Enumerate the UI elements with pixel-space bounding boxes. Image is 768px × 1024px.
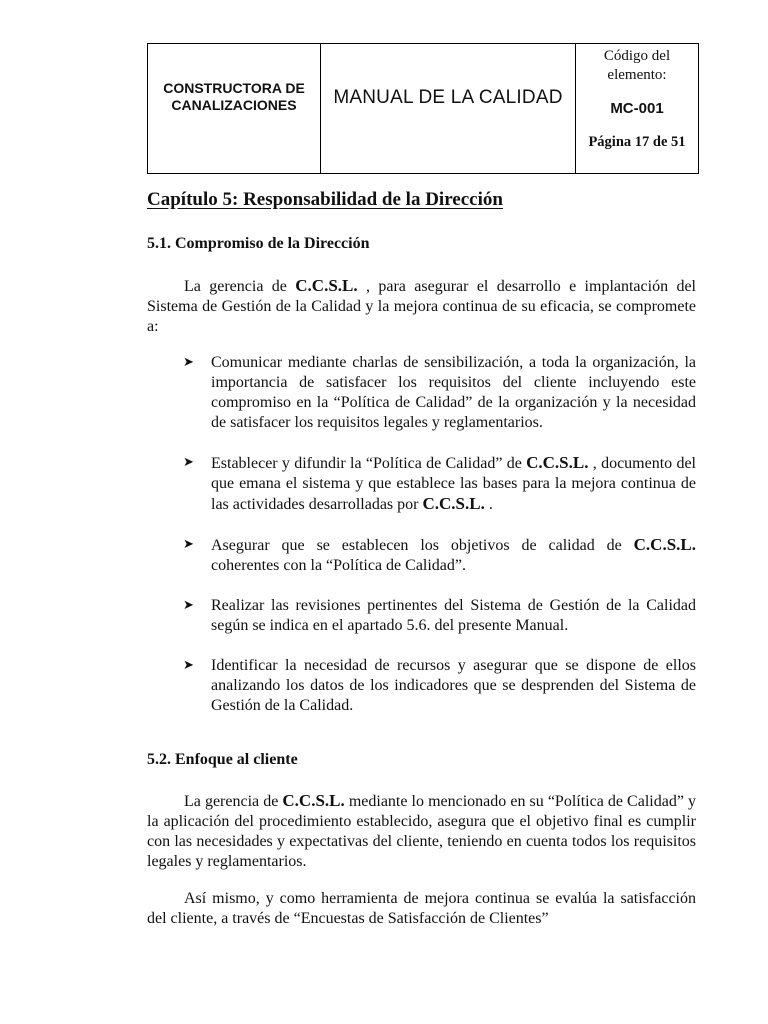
section-5-2-paragraph-2: Así mismo, y como herramienta de mejora continua se evalúa la satisfacción del cliente, a través de “Encuestas de Satisfacción de Clientes” [147, 890, 696, 927]
arrowhead-bullet-icon: ➤ [183, 537, 194, 552]
intro-text-after: , para asegurar el desarrollo e implantación del Sistema de Gestión de la Calidad y la mejora continua de su eficacia, se compromete a: [147, 278, 697, 335]
arrowhead-bullet-icon: ➤ [183, 598, 194, 613]
chapter-title: Capítulo 5: Responsabilidad de la Dirección [147, 189, 503, 210]
intro-text-before: La gerencia de [184, 278, 296, 295]
code-value: MC-001 [610, 100, 664, 117]
arrowhead-bullet-icon: ➤ [183, 658, 194, 673]
company-abbreviation: C.C.S.L. [633, 535, 696, 554]
commitment-list [183, 353, 696, 736]
arrowhead-bullet-icon: ➤ [183, 455, 194, 470]
text-fragment: coherentes con la “Política de Calidad”. [211, 557, 467, 574]
text-fragment: La gerencia de [184, 793, 283, 810]
code-cell [576, 44, 698, 173]
text-fragment: Asegurar que se establecen los objetivos de calidad de [211, 537, 634, 554]
company-abbreviation: C.C.S.L. [295, 276, 358, 295]
text-fragment: Establecer y difundir la “Política de Calidad” de [211, 455, 527, 472]
list-item [183, 535, 696, 576]
company-abbreviation: C.C.S.L. [282, 791, 345, 810]
list-item-text: Realizar las revisiones pertinentes del Sistema de Gestión de la Calidad según se indica en el apartado 5.6. del presente Manual. [211, 597, 696, 634]
text-fragment: , documento del que emana el sistema y que establece las bases para la mejora continua de las actividades desarrolladas por [211, 455, 697, 513]
text-fragment: mediante lo mencionado en su “Política de Calidad” y la aplicación del procedimiento establecido, asegura que el objetivo final es cumplir con las necesidades y expectativas del cliente, teniendo en cuenta todos los requisitos legales y reglamentarios. [147, 793, 697, 870]
section-title-5-2: 5.2. Enfoque al cliente [147, 751, 298, 768]
list-item-text [211, 535, 696, 576]
list-item [183, 453, 696, 515]
company-abbreviation: C.C.S.L. [526, 453, 589, 472]
list-item [183, 656, 696, 716]
document-title: MANUAL DE LA CALIDAD [321, 44, 576, 173]
section-title-5-1: 5.1. Compromiso de la Dirección [147, 235, 370, 252]
text-fragment: . [484, 496, 493, 513]
page-number: Página 17 de 51 [588, 134, 686, 150]
section-5-1-intro [147, 276, 696, 337]
list-item-text [211, 453, 696, 515]
list-item-text: Identificar la necesidad de recursos y asegurar que se dispone de ellos analizando los datos de los indicadores que se desprenden del Sistema de Gestión de la Calidad. [211, 657, 696, 714]
section-5-2-paragraph-1 [147, 791, 696, 872]
document-header-table [147, 43, 699, 174]
code-label: Código del elemento: [603, 48, 671, 83]
company-abbreviation: C.C.S.L. [422, 494, 485, 513]
list-item [183, 353, 696, 433]
list-item-text: Comunicar mediante charlas de sensibilización, a toda la organización, la importancia de satisfacer los requisitos del cliente incluyendo este compromiso en la “Política de Calidad” de la organización y la necesidad de satisfacer los requisitos legales y reglamentarios. [211, 354, 696, 431]
company-name: CONSTRUCTORA DE CANALIZACIONES [148, 44, 321, 173]
list-item [183, 596, 696, 636]
arrowhead-bullet-icon: ➤ [183, 355, 194, 370]
